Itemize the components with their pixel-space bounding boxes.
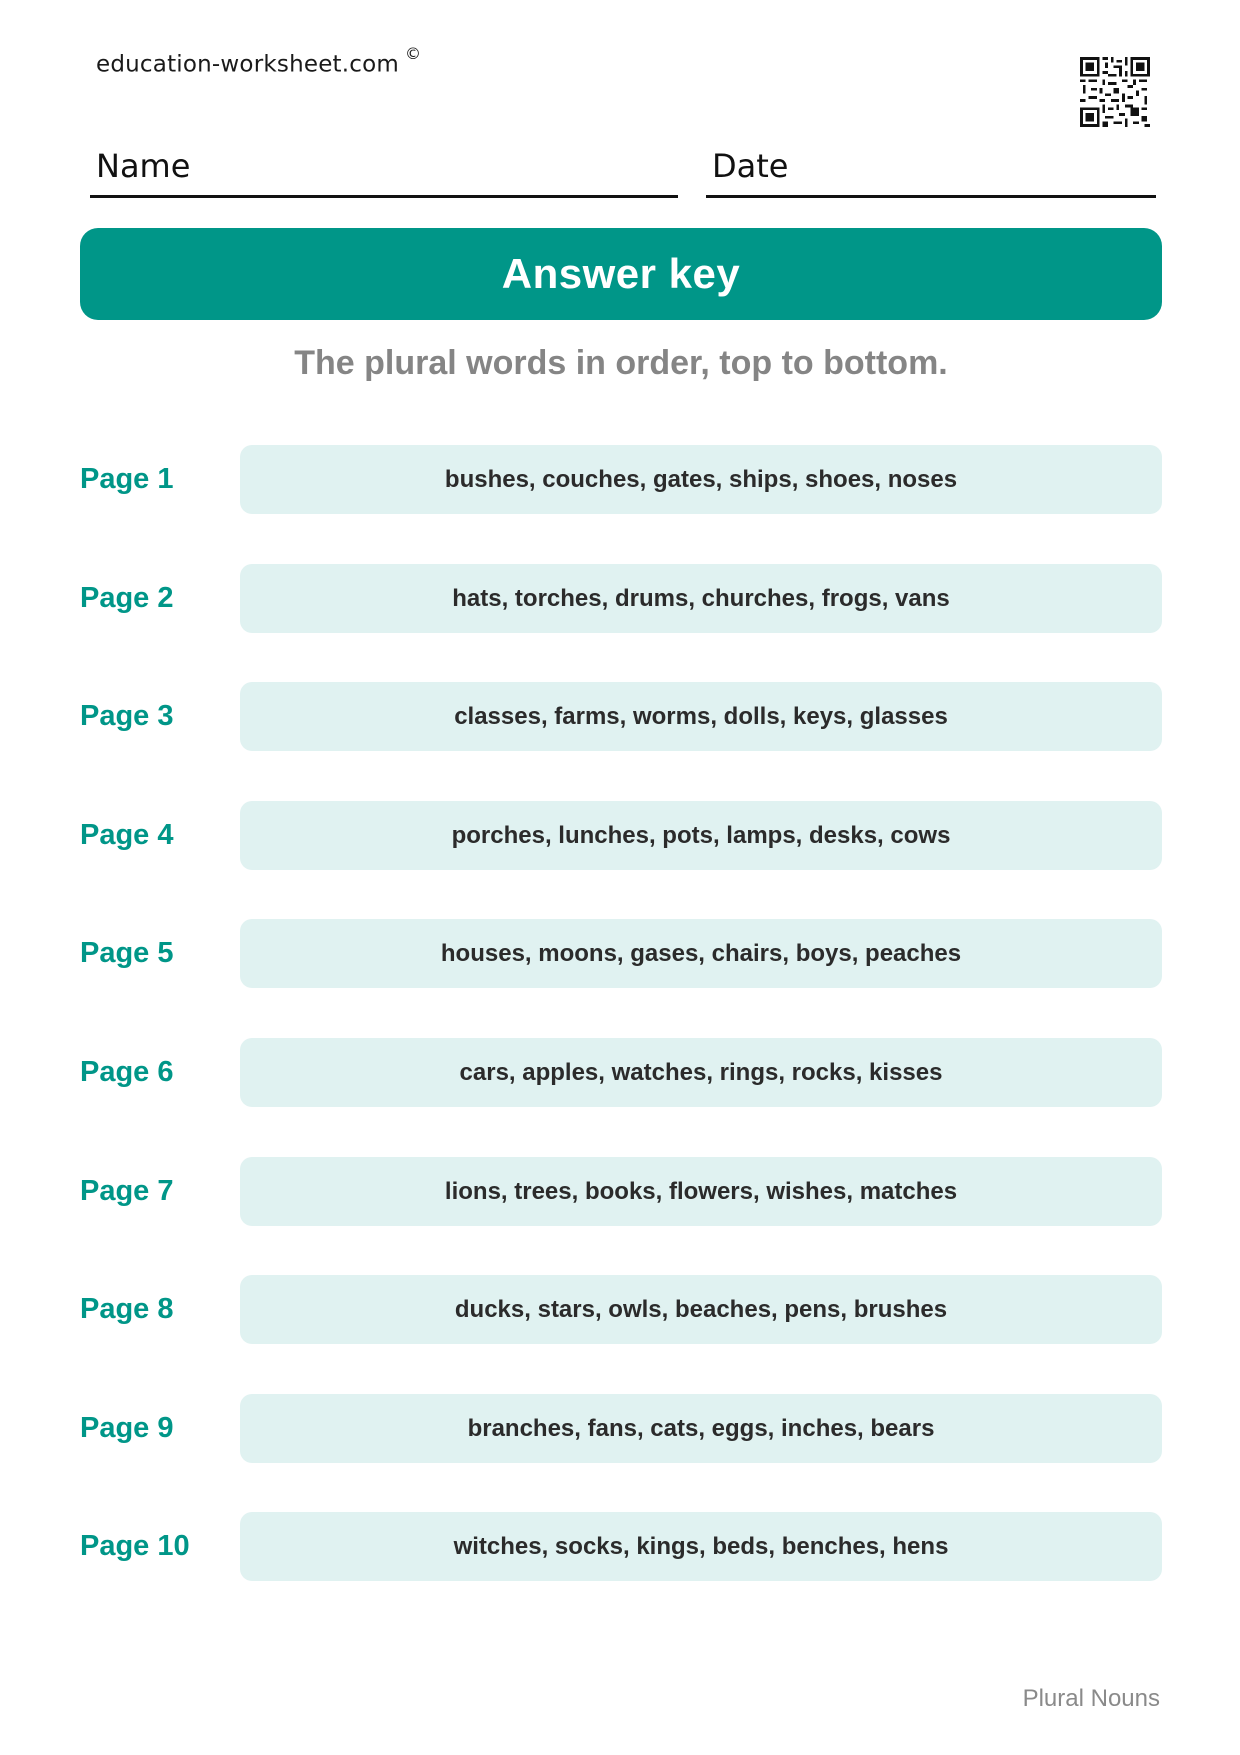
- page-label: Page 7: [80, 1174, 174, 1207]
- answer-words: lions, trees, books, flowers, wishes, matches: [240, 1157, 1162, 1226]
- answer-words: classes, farms, worms, dolls, keys, glasses: [240, 682, 1162, 751]
- copyright-symbol: ©: [405, 44, 422, 63]
- answer-row: [80, 1038, 1162, 1107]
- page-label: Page 6: [80, 1055, 174, 1088]
- answer-words: bushes, couches, gates, ships, shoes, noses: [240, 445, 1162, 514]
- answer-words: witches, socks, kings, beds, benches, hens: [240, 1512, 1162, 1581]
- answer-row: [80, 801, 1162, 870]
- answer-row: [80, 1275, 1162, 1344]
- answer-row: [80, 1157, 1162, 1226]
- answer-words: houses, moons, gases, chairs, boys, peaches: [240, 919, 1162, 988]
- answer-words: hats, torches, drums, churches, frogs, vans: [240, 564, 1162, 633]
- page-label: Page 2: [80, 581, 174, 614]
- page-label: Page 4: [80, 818, 174, 851]
- date-label: Date: [712, 147, 789, 185]
- answer-row: [80, 919, 1162, 988]
- page-label: Page 10: [80, 1530, 190, 1563]
- page-label: Page 8: [80, 1293, 174, 1326]
- site-name: [96, 44, 422, 78]
- date-field[interactable]: [706, 140, 1156, 198]
- answer-key-banner: Answer key: [80, 228, 1162, 320]
- answer-row: [80, 682, 1162, 751]
- qr-code-icon: [1080, 57, 1150, 127]
- page-label: Page 5: [80, 937, 174, 970]
- page-label: Page 1: [80, 463, 174, 495]
- answer-row: [80, 445, 1162, 514]
- answer-words: porches, lunches, pots, lamps, desks, cows: [240, 801, 1162, 870]
- answer-row: [80, 564, 1162, 633]
- worksheet-topic: Plural Nouns: [1022, 1685, 1160, 1712]
- answer-words: cars, apples, watches, rings, rocks, kisses: [240, 1038, 1162, 1107]
- answer-words: branches, fans, cats, eggs, inches, bears: [240, 1394, 1162, 1463]
- page-label: Page 9: [80, 1411, 174, 1444]
- site-name-text: education-worksheet.com: [96, 51, 399, 78]
- answer-row: [80, 1394, 1162, 1463]
- answer-list: [80, 445, 1162, 1631]
- name-label: Name: [96, 147, 191, 185]
- answer-words: ducks, stars, owls, beaches, pens, brushes: [240, 1275, 1162, 1344]
- answer-row: [80, 1512, 1162, 1581]
- name-field[interactable]: [90, 140, 678, 198]
- page-label: Page 3: [80, 700, 174, 733]
- instructions: The plural words in order, top to bottom.: [294, 344, 948, 382]
